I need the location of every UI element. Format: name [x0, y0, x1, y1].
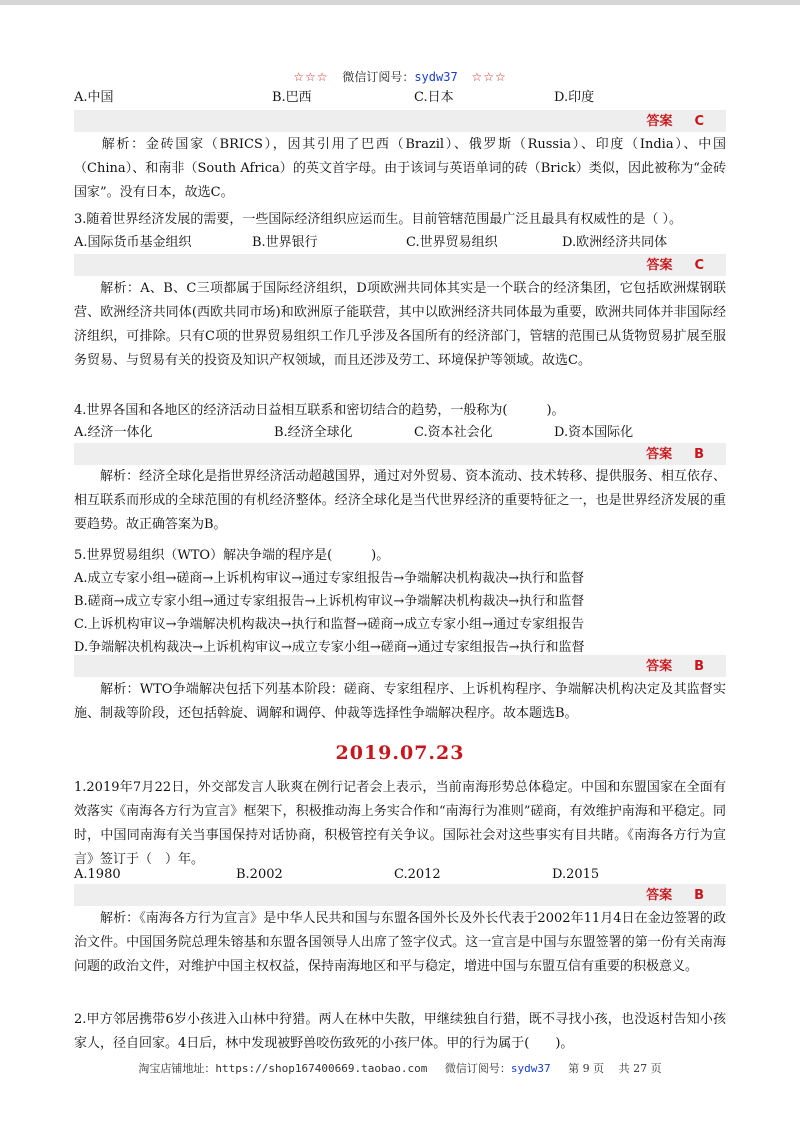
q4-option-b: B.经济全球化: [274, 425, 353, 440]
q5-option-c: C.上诉机构审议→争端解决机构裁决→执行和监督→磋商→成立专家小组→通过专家组报告: [74, 617, 585, 632]
d1-stem: [74, 776, 726, 872]
q2-analysis-text: 解析：金砖国家（BRICS），因其引用了巴西（Brazil）、俄罗斯（Russia）、印度（India）、中国（China）、和南非（South Africa）的英文首字母。由于该词与英语单词的砖（Brick）类似，因此被称为“金砖国家”。没有日本，故选C。: [74, 137, 726, 200]
d2-stem-text: 2.甲方邻居携带6岁小孩进入山林中狩猎。两人在林中失散，甲继续独自行猎，既不寻找小孩，也没返村告知小孩家人，径自回家。4日后，林中发现被野兽咬伤致死的小孩尸体。甲的行为属于( )。: [74, 1012, 726, 1051]
q3-stem: 3.随着世界经济发展的需要，一些国际经济组织应运而生。目前管辖范围最广泛且最具有权威性的是（ ）。: [74, 212, 683, 227]
q3-answer-bar: [74, 254, 726, 276]
answer-label: 答案: [646, 659, 673, 674]
q5-option-b: B.磋商→成立专家小组→通过专家组报告→上诉机构审议→争端解决机构裁决→执行和监督: [74, 594, 585, 609]
q4-option-c: C.资本社会化: [414, 425, 493, 440]
q5-option-d: D.争端解决机构裁决→上诉机构审议→成立专家小组→磋商→通过专家组报告→执行和监督: [74, 640, 585, 655]
q3-option-d: D.欧洲经济共同体: [562, 235, 668, 250]
q2-answer-bar: [74, 110, 726, 132]
top-rule: [0, 0, 800, 5]
q4-stem: 4.世界各国和各地区的经济活动日益相互联系和密切结合的趋势，一般称为( )。: [74, 403, 565, 418]
page-header: [0, 68, 800, 85]
q2-option-b: B.巴西: [272, 90, 312, 105]
answer-label: 答案: [646, 888, 673, 903]
q2-analysis: [74, 133, 726, 205]
q5-analysis: [74, 678, 726, 726]
q5-answer: B: [694, 659, 704, 674]
answer-label: 答案: [646, 447, 673, 462]
d1-answer: B: [694, 888, 704, 903]
q4-analysis: [74, 465, 726, 537]
d1-option-a: A.1980: [74, 867, 121, 882]
header-stars-right: ☆☆☆: [471, 70, 507, 84]
footer-wechat-label: 微信订阅号：: [444, 1062, 511, 1075]
answer-label: 答案: [646, 114, 673, 129]
header-stars-left: ☆☆☆: [293, 70, 329, 84]
q4-option-a: A.经济一体化: [74, 425, 153, 440]
d1-option-d: D.2015: [552, 867, 600, 882]
q3-answer: C: [694, 258, 704, 273]
q4-option-d: D.资本国际化: [554, 425, 634, 440]
d1-analysis: [74, 907, 726, 979]
q4-analysis-text: 解析：经济全球化是指世界经济活动超越国界，通过对外贸易、资本流动、技术转移、提供服务、相互依存、相互联系而形成的全球范围的有机经济整体。经济全球化是当代世界经济的重要特征之一，也是世界经济发展的重要趋势。故正确答案为B。: [74, 469, 726, 532]
footer-shop-url[interactable]: https://shop167400669.taobao.com: [215, 1062, 428, 1075]
q4-options: [74, 422, 726, 444]
q5-options: [74, 567, 726, 659]
q5-answer-bar: [74, 655, 726, 677]
q3-options: [74, 232, 726, 254]
date-title: 2019.07.23: [335, 742, 465, 764]
footer-page-info: 第 9 页 共 27 页: [568, 1062, 662, 1075]
q2-answer: C: [694, 114, 704, 129]
footer-shop-label: 淘宝店铺地址：: [138, 1062, 216, 1075]
q5-stem: 5.世界贸易组织（WTO）解决争端的程序是( )。: [74, 548, 390, 563]
q3-option-b: B.世界银行: [252, 235, 318, 250]
q2-options: [74, 87, 726, 109]
d1-answer-bar: [74, 884, 726, 906]
q4-answer: B: [694, 447, 704, 462]
d2-stem: [74, 1008, 726, 1056]
q2-option-c: C.日本: [414, 90, 454, 105]
q5-option-a: A.成立专家小组→磋商→上诉机构审议→通过专家组报告→争端解决机构裁决→执行和监督: [74, 571, 584, 586]
d1-option-c: C.2012: [394, 867, 441, 882]
q3-analysis-text: 解析：A、B、C三项都属于国际经济组织，D项欧洲共同体其实是一个联合的经济集团，它包括欧洲煤钢联营、欧洲经济共同体(西欧共同市场)和欧洲原子能联营，其中以欧洲经济共同体最为重要，欧洲共同体并非国际经济组织，可排除。只有C项的世界贸易组织工作几乎涉及各国所有的经济部门，管辖的范围已从货物贸易扩展至服务贸易、与贸易有关的投资及知识产权领域，而且还涉及劳工、环境保护等领域。故选C。: [74, 281, 726, 368]
q4-answer-bar: [74, 443, 726, 465]
q2-option-d: D.印度: [554, 90, 595, 105]
q3-option-a: A.国际货币基金组织: [74, 235, 192, 250]
d1-analysis-text: 解析：《南海各方行为宣言》是中华人民共和国与东盟各国外长及外长代表于2002年11月4日在金边签署的政治文件。中国国务院总理朱镕基和东盟各国领导人出席了签字仪式。这一宣言是中国与东盟签署的第一份有关南海问题的政治文件，对维护中国主权权益，保持南海地区和平与稳定，增进中国与东盟互信有重要的积极意义。: [74, 911, 726, 974]
footer-account: sydw37: [510, 1062, 551, 1075]
d1-options: [74, 864, 726, 886]
q5-analysis-text: 解析：WTO争端解决包括下列基本阶段：磋商、专家组程序、上诉机构程序、争端解决机构决定及其监督实施、制裁等阶段，还包括斡旋、调解和调停、仲裁等选择性争端解决程序。故本题选B。: [74, 682, 726, 721]
page-footer: [0, 1060, 800, 1076]
q3-analysis: [74, 277, 726, 373]
q2-option-a: A.中国: [74, 90, 114, 105]
d1-stem-text: 1.2019年7月22日，外交部发言人耿爽在例行记者会上表示，当前南海形势总体稳定。中国和东盟国家在全面有效落实《南海各方行为宣言》框架下，积极推动海上务实合作和“南海行为准则”磋商，有效维护南海和平稳定。同时，中国同南海有关当事国保持对话协商，积极管控有关争议。国际社会对这些事实有目共睹。《南海各方行为宣言》签订于（ ）年。: [74, 780, 726, 867]
d1-option-b: B.2002: [236, 867, 283, 882]
answer-label: 答案: [646, 258, 673, 273]
q3-option-c: C.世界贸易组织: [406, 235, 498, 250]
header-label: 微信订阅号：: [342, 70, 415, 84]
header-account: sydw37: [414, 70, 458, 84]
